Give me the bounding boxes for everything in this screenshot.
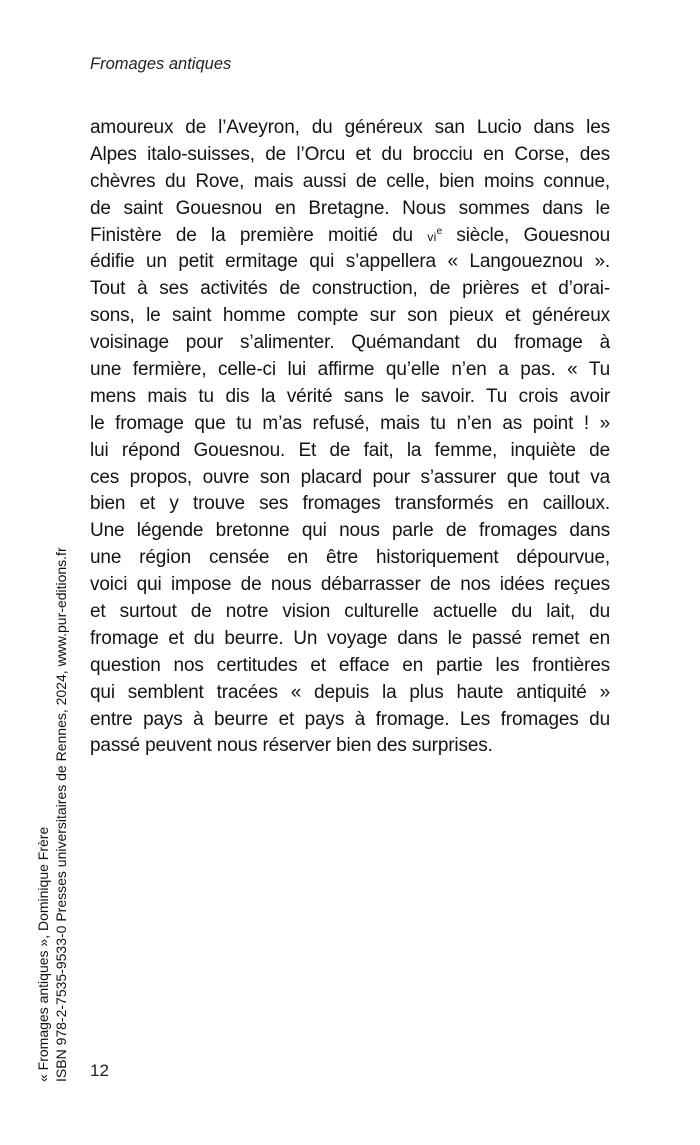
text-line: ces propos, ouvre son placard pour s’assurer que tout va: [90, 466, 610, 488]
century-roman-numeral: vi: [427, 229, 437, 244]
text-line: le fromage que tu m’as refusé, mais tu n’en as point ! »: [90, 412, 610, 434]
body-paragraph: [90, 115, 610, 760]
text-line: qui semblent tracées « depuis la plus haute antiquité »: [90, 681, 610, 703]
text-line: une région censée en être historiquement dépourvue,: [90, 547, 610, 569]
side-credit: [34, 547, 70, 1082]
text-line: amoureux de l’Aveyron, du généreux san Lucio dans les: [90, 117, 610, 138]
text-line: fromage et du beurre. Un voyage dans le passé remet en: [90, 627, 610, 649]
text-fragment: Finistère de la première moitié du: [90, 224, 428, 246]
text-line: édifie un petit ermitage qui s’appellera « Langoueznou ».: [90, 251, 610, 273]
page-number: 12: [90, 1061, 109, 1080]
text-fragment: siècle, Gouesnou: [442, 224, 610, 246]
text-line: Alpes italo-suisses, de l’Orcu et du brocciu en Corse, des: [90, 143, 610, 165]
century-superscript: e: [436, 225, 443, 237]
running-header-title: Fromages antiques: [90, 55, 232, 73]
text-line: et surtout de notre vision culturelle actuelle du lait, du: [90, 601, 610, 623]
text-line: Une légende bretonne qui nous parle de fromages dans: [90, 520, 610, 542]
text-line: passé peuvent nous réserver bien des surprises.: [90, 735, 493, 757]
side-credit-title-author: « Fromages antiques », Dominique Frère: [35, 826, 51, 1082]
text-line: lui répond Gouesnou. Et de fait, la femme, inquiète de: [90, 439, 610, 461]
side-credit-isbn-publisher: ISBN 978-2-7535-9533-0 Presses universitaires de Rennes, 2024, www.pur-editions.fr: [53, 547, 69, 1082]
text-line: Tout à ses activités de construction, de prières et d’orai-: [90, 278, 610, 300]
text-line: [90, 223, 610, 250]
text-line: question nos certitudes et efface en partie les frontières: [90, 654, 610, 676]
text-line: une fermière, celle-ci lui affirme qu’elle n’en a pas. « Tu: [90, 359, 610, 381]
text-line: mens mais tu dis la vérité sans le savoir. Tu crois avoir: [90, 385, 610, 407]
text-line: chèvres du Rove, mais aussi de celle, bien moins connue,: [90, 170, 610, 192]
text-line: voisinage pour s’alimenter. Quémandant du fromage à: [90, 332, 610, 354]
text-line: sons, le saint homme compte sur son pieux et généreux: [90, 305, 610, 327]
text-line: de saint Gouesnou en Bretagne. Nous sommes dans le: [90, 197, 610, 219]
text-line: voici qui impose de nous débarrasser de nos idées reçues: [90, 574, 610, 596]
text-line: bien et y trouve ses fromages transformés en cailloux.: [90, 493, 610, 515]
text-line: entre pays à beurre et pays à fromage. Les fromages du: [90, 708, 610, 730]
